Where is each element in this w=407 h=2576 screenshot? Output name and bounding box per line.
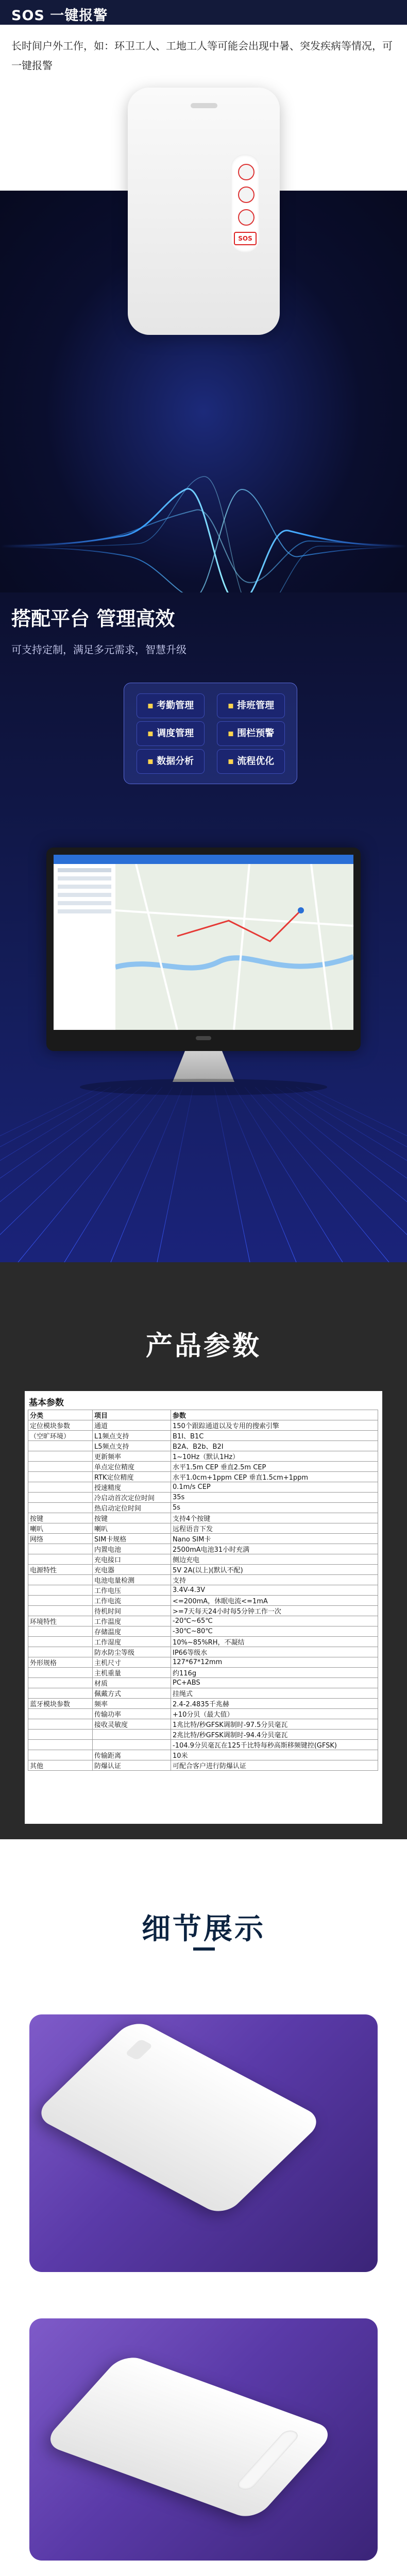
value-cell: 支持4个按键	[171, 1513, 378, 1523]
table-row	[28, 1678, 378, 1688]
sos-description: 长时间户外工作，如：环卫工人、工地工人等可能会出现中暑、突发疾病等情况，可一键报警	[11, 40, 393, 72]
app-top-bar	[54, 855, 353, 864]
detail-section	[0, 1839, 407, 2576]
table-row	[28, 1575, 378, 1585]
item-cell: 存储温度	[93, 1626, 171, 1637]
device-button-icon	[238, 209, 255, 226]
params-title: 产品参数	[145, 1331, 261, 1362]
bullet-icon: ▪	[227, 700, 234, 711]
item-cell: 单点定位精度	[93, 1462, 171, 1472]
value-cell: 150个跟踪通道以及专用的搜索引擎	[171, 1420, 378, 1431]
params-card	[25, 1391, 382, 1824]
item-cell: 佩戴方式	[93, 1688, 171, 1699]
device-button-icon	[238, 164, 255, 180]
platform-title: 搭配平台 管理高效	[11, 607, 175, 630]
item-cell: 通道	[93, 1420, 171, 1431]
item-cell: L1频点支持	[93, 1431, 171, 1441]
value-cell: 2兆比特/秒GFSK调制时-94.4分贝毫瓦	[171, 1730, 378, 1740]
item-cell: SIM卡规格	[93, 1534, 171, 1544]
value-cell: Nano SIM卡	[171, 1534, 378, 1544]
bullet-icon: ▪	[147, 728, 154, 739]
table-row	[28, 1513, 378, 1523]
table-row	[28, 1719, 378, 1730]
table-row	[28, 1647, 378, 1657]
monitor-logo	[196, 1036, 211, 1040]
category-cell: 按键	[28, 1513, 93, 1523]
table-row	[28, 1441, 378, 1451]
category-cell	[28, 1709, 93, 1719]
device-slot	[191, 103, 217, 108]
table-row	[28, 1554, 378, 1565]
sos-header-bar	[0, 0, 407, 25]
table-header-cell: 参数	[171, 1410, 378, 1420]
table-row	[28, 1493, 378, 1503]
category-cell	[28, 1606, 93, 1616]
app-sidebar	[54, 864, 116, 1030]
value-cell: 127*67*12mm	[171, 1657, 378, 1668]
device-photo	[42, 2353, 336, 2521]
item-cell: 主机尺寸	[93, 1657, 171, 1668]
table-row	[28, 1668, 378, 1678]
bullet-icon: ▪	[147, 700, 154, 711]
feature-tag: ▪ 流程优化	[217, 749, 285, 774]
value-cell: 支持	[171, 1575, 378, 1585]
category-cell: 外形规格	[28, 1657, 93, 1668]
params-card-title: 基本参数	[29, 1398, 64, 1408]
item-cell: 接收灵敏度	[93, 1719, 171, 1730]
item-cell: 充电接口	[93, 1554, 171, 1565]
perspective-grid-graphic	[0, 1056, 407, 1262]
category-cell	[28, 1740, 93, 1750]
category-cell	[28, 1482, 93, 1493]
item-cell: 工作湿度	[93, 1637, 171, 1647]
device-button-strip	[231, 155, 260, 252]
detail-photo-1	[29, 2014, 378, 2272]
category-cell	[28, 1750, 93, 1760]
item-cell: 充电器	[93, 1565, 171, 1575]
category-cell: 其他	[28, 1760, 93, 1771]
table-row	[28, 1688, 378, 1699]
table-row	[28, 1544, 378, 1554]
value-cell: 挂绳式	[171, 1688, 378, 1699]
value-cell: PC+ABS	[171, 1678, 378, 1688]
item-cell: 喇叭	[93, 1523, 171, 1534]
item-cell: 电池电量检测	[93, 1575, 171, 1585]
item-cell: 待机时间	[93, 1606, 171, 1616]
sos-device-image	[128, 88, 280, 335]
table-row	[28, 1451, 378, 1462]
sound-wave-graphic	[0, 469, 407, 592]
value-cell: 3.4V-4.3V	[171, 1585, 378, 1596]
category-cell	[28, 1596, 93, 1606]
item-cell: 更新频率	[93, 1451, 171, 1462]
category-cell	[28, 1554, 93, 1565]
category-cell	[28, 1688, 93, 1699]
item-cell: 传输功率	[93, 1709, 171, 1719]
item-cell: 工作温度	[93, 1616, 171, 1626]
sos-title: SOS 一键报警	[11, 8, 108, 24]
device-photo	[32, 2018, 325, 2217]
table-row	[28, 1565, 378, 1575]
value-cell: 2500mA电池31小时充满	[171, 1544, 378, 1554]
category-cell	[28, 1668, 93, 1678]
value-cell: -104.9分贝毫瓦在125千比特每秒高斯移频键控(GFSK)	[171, 1740, 378, 1750]
bullet-icon: ▪	[147, 756, 154, 767]
category-cell	[28, 1544, 93, 1554]
value-cell: 10%~85%RH，不凝结	[171, 1637, 378, 1647]
item-cell: 防水防尘等级	[93, 1647, 171, 1657]
item-cell: RTK定位精度	[93, 1472, 171, 1482]
item-cell: 主机重量	[93, 1668, 171, 1678]
detail-photo-2	[29, 2318, 378, 2561]
category-cell	[28, 1493, 93, 1503]
table-row	[28, 1740, 378, 1750]
item-cell: L5频点支持	[93, 1441, 171, 1451]
value-cell: 约116g	[171, 1668, 378, 1678]
item-cell: 工作电流	[93, 1596, 171, 1606]
table-header-cell: 分类	[28, 1410, 93, 1420]
category-cell: 电源特性	[28, 1565, 93, 1575]
table-row	[28, 1730, 378, 1740]
feature-tag: ▪ 考勤管理	[137, 693, 205, 718]
value-cell: 可配合客户进行防爆认证	[171, 1760, 378, 1771]
item-cell: 内置电池	[93, 1544, 171, 1554]
item-cell: 按键	[93, 1513, 171, 1523]
item-cell: 热启动定位时间	[93, 1503, 171, 1513]
category-cell	[28, 1730, 93, 1740]
item-cell: 传输距离	[93, 1750, 171, 1760]
value-cell: 0.1m/s CEP	[171, 1482, 378, 1493]
feature-tag: ▪ 数据分析	[137, 749, 205, 774]
params-section	[0, 1262, 407, 1839]
table-row	[28, 1750, 378, 1760]
value-cell: +10分贝（最大值）	[171, 1709, 378, 1719]
category-cell	[28, 1647, 93, 1657]
table-row	[28, 1606, 378, 1616]
value-cell: B2A、B2b、B2I	[171, 1441, 378, 1451]
value-cell: -30℃~80℃	[171, 1626, 378, 1637]
item-cell	[93, 1730, 171, 1740]
title-underline	[193, 1947, 215, 1951]
value-cell: IP66等级水	[171, 1647, 378, 1657]
category-cell	[28, 1441, 93, 1451]
table-row	[28, 1534, 378, 1544]
table-row	[28, 1523, 378, 1534]
item-cell: 频率	[93, 1699, 171, 1709]
bullet-icon: ▪	[227, 756, 234, 767]
feature-tag: ▪ 围栏预警	[217, 721, 285, 746]
params-table	[28, 1410, 378, 1771]
category-cell	[28, 1472, 93, 1482]
table-row	[28, 1760, 378, 1771]
table-header-row	[28, 1410, 378, 1420]
monitor-screen	[54, 855, 353, 1030]
device-sos-label: SOS	[234, 232, 257, 245]
value-cell: 水平1.5m CEP 垂直2.5m CEP	[171, 1462, 378, 1472]
table-row	[28, 1616, 378, 1626]
value-cell: 侧边充电	[171, 1554, 378, 1565]
value-cell: 5V 2A(以上)(默认不配)	[171, 1565, 378, 1575]
table-row	[28, 1699, 378, 1709]
table-row	[28, 1626, 378, 1637]
value-cell: B1I、B1C	[171, 1431, 378, 1441]
map-view	[115, 864, 353, 1030]
value-cell: 10米	[171, 1750, 378, 1760]
value-cell: <=200mA，休眠电流<=1mA	[171, 1596, 378, 1606]
category-cell	[28, 1637, 93, 1647]
table-row	[28, 1462, 378, 1472]
feature-tag: ▪ 排班管理	[217, 693, 285, 718]
item-cell: 材质	[93, 1678, 171, 1688]
platform-section	[0, 592, 407, 1262]
category-cell	[28, 1451, 93, 1462]
category-cell	[28, 1678, 93, 1688]
category-cell	[28, 1462, 93, 1472]
platform-subtitle: 可支持定制，满足多元需求，智慧升级	[11, 643, 186, 656]
category-cell: （空旷环境）	[28, 1431, 93, 1441]
table-row	[28, 1585, 378, 1596]
value-cell: 5s	[171, 1503, 378, 1513]
table-row	[28, 1420, 378, 1431]
item-cell: 冷启动首次定位时间	[93, 1493, 171, 1503]
category-cell: 网络	[28, 1534, 93, 1544]
category-cell: 定位模块参数	[28, 1420, 93, 1431]
device-button-icon	[238, 187, 255, 203]
category-cell	[28, 1719, 93, 1730]
category-cell: 喇叭	[28, 1523, 93, 1534]
category-cell	[28, 1626, 93, 1637]
table-row	[28, 1637, 378, 1647]
value-cell: 2.4-2.4835千兆赫	[171, 1699, 378, 1709]
category-cell: 蓝牙模块参数	[28, 1699, 93, 1709]
item-cell: 工作电压	[93, 1585, 171, 1596]
bullet-icon: ▪	[227, 728, 234, 739]
feature-tag-panel	[124, 683, 297, 784]
value-cell: 35s	[171, 1493, 378, 1503]
item-cell: 授速精度	[93, 1482, 171, 1493]
category-cell	[28, 1503, 93, 1513]
category-cell	[28, 1585, 93, 1596]
item-cell	[93, 1740, 171, 1750]
value-cell: >=7天每天24小时每5分钟工作一次	[171, 1606, 378, 1616]
table-row	[28, 1431, 378, 1441]
value-cell: 水平1.0cm+1ppm CEP 垂直1.5cm+1ppm	[171, 1472, 378, 1482]
table-row	[28, 1472, 378, 1482]
table-row	[28, 1503, 378, 1513]
value-cell: -20℃~65℃	[171, 1616, 378, 1626]
table-row	[28, 1482, 378, 1493]
feature-tag: ▪ 调度管理	[137, 721, 205, 746]
table-row	[28, 1657, 378, 1668]
category-cell	[28, 1575, 93, 1585]
value-cell: 1兆比特/秒GFSK调制时-97.5分贝毫瓦	[171, 1719, 378, 1730]
value-cell: 1~10Hz（默认1Hz）	[171, 1451, 378, 1462]
table-header-cell: 项目	[93, 1410, 171, 1420]
table-row	[28, 1709, 378, 1719]
category-cell: 环境特性	[28, 1616, 93, 1626]
table-row	[28, 1596, 378, 1606]
monitor-image	[46, 848, 361, 1051]
item-cell: 防爆认证	[93, 1760, 171, 1771]
value-cell: 远程语音下发	[171, 1523, 378, 1534]
detail-title: 细节展示	[142, 1912, 265, 1946]
